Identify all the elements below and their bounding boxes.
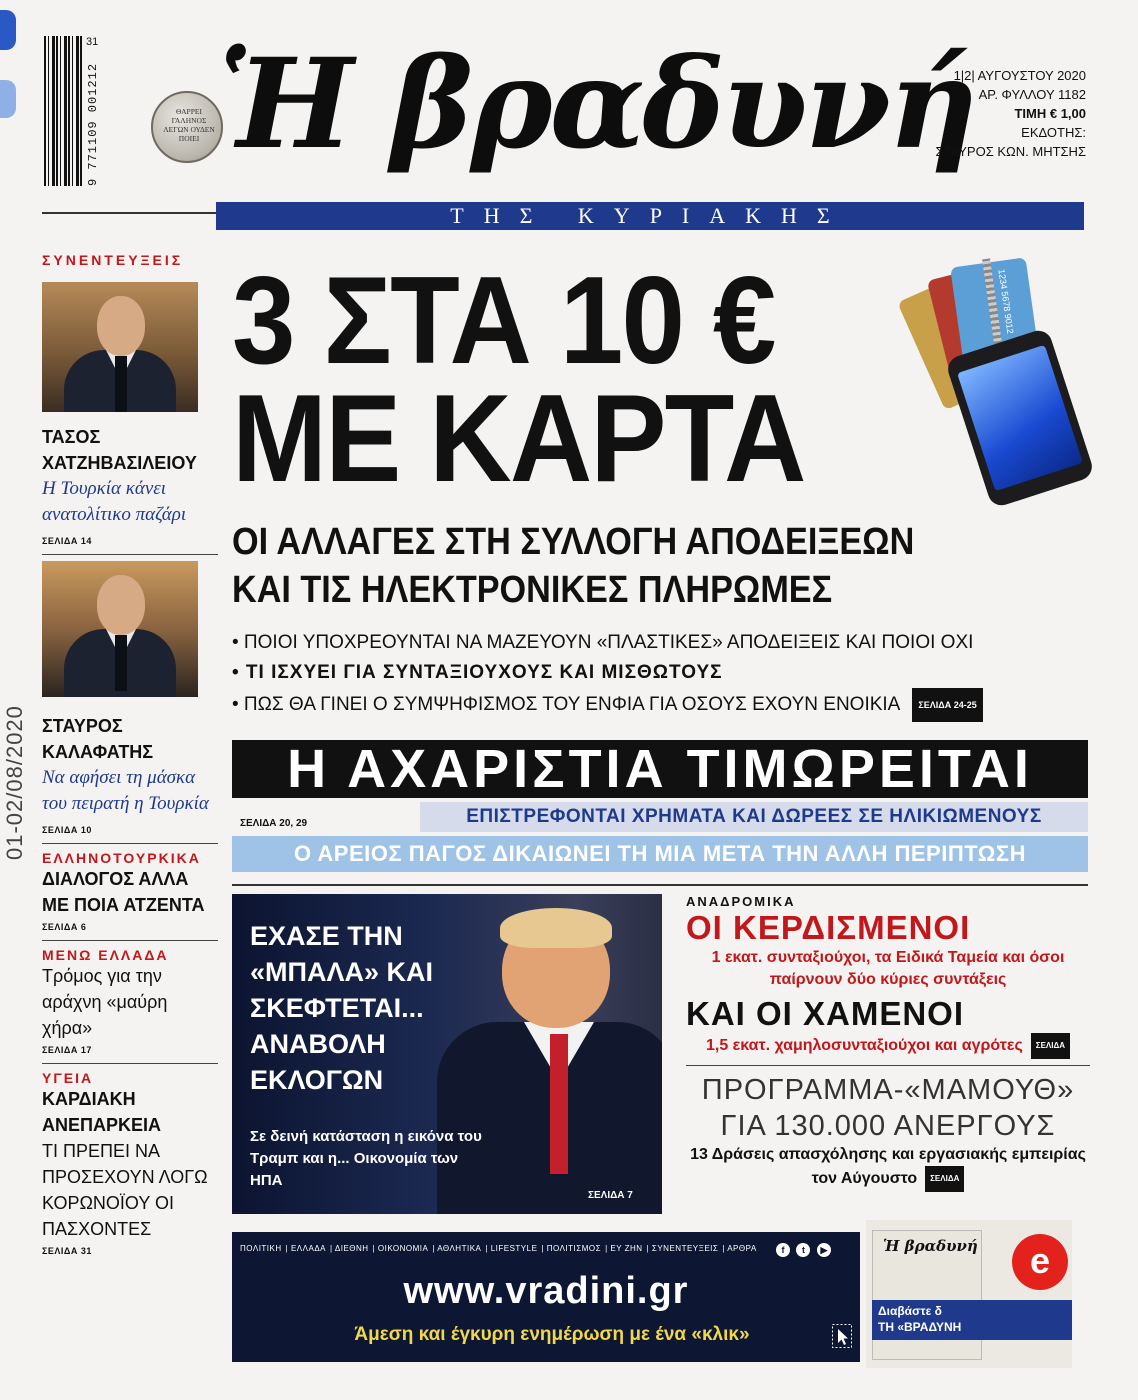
losers-title: ΚΑΙ ΟΙ ΧΑΜΕΝΟΙ [686, 995, 965, 1032]
winners-text: 1 εκατ. συνταξιούχοι, τα Ειδικά Ταμεία και όσοι παίρνουν δύο κύριες συντάξεις [711, 949, 1065, 988]
item3-page: ΣΕΛΙΔΑ 6 [42, 922, 87, 932]
masthead-rule [42, 212, 218, 214]
bullet-item: • ΠΟΙΟΙ ΥΠΟΧΡΕΟΥΝΤΑΙ ΝΑ ΜΑΖΕΥΟΥΝ «ΠΛΑΣΤΙΚΕΣ» ΑΠΟΔΕΙΞΕΙΣ ΚΑΙ ΠΟΙΟΙ ΟΧΙ [232, 632, 974, 653]
nav-item[interactable]: ΕΛΛΑΔΑ [290, 1244, 327, 1253]
right-column [686, 894, 1090, 1192]
nav-item[interactable]: LIFESTYLE [490, 1244, 538, 1253]
item5-text: ΤΙ ΠΡΕΠΕΙ ΝΑ ΠΡΟΣΕΧΟΥΝ ΛΟΓΩ ΚΟΡΩΝΟΪΟΥ ΟΙ ΠΑΣΧΟΝΤΕΣ [42, 1141, 208, 1239]
paper-thumbnail [872, 1230, 982, 1360]
item3-label: ΕΛΛΗΝΟΤΟΥΡΚΙΚΑ [42, 850, 201, 866]
trump-page: ΣΕΛΙΔΑ 7 [588, 1190, 633, 1201]
bullet-item: • ΤΙ ΙΣΧΥΕΙ ΓΙΑ ΣΥΝΤΑΞΙΟΥΧΟΥΣ ΚΑΙ ΜΙΣΘΩΤΟΥΣ [232, 662, 723, 683]
publisher-name: ΣΤΑΥΡΟΣ ΚΩΝ. ΜΗΤΣΗΣ [935, 144, 1086, 159]
program-page: ΣΕΛΙΔΑ [925, 1166, 964, 1192]
website-url[interactable]: www.vradini.gr [403, 1270, 689, 1312]
main-headline-line2: ΜΕ ΚΑΡΤΑ [232, 370, 805, 508]
nav-item[interactable]: ΣΥΝΕΝΤΕΥΞΕΙΣ [651, 1244, 719, 1253]
winners-title: ΟΙ ΚΕΡΔΙΣΜΕΝΟΙ [686, 909, 971, 946]
trump-story [232, 894, 662, 1214]
interview2-name: ΣΤΑΥΡΟΣ ΚΑΛΑΦΑΤΗΣ [42, 716, 154, 762]
story2-page: ΣΕΛΙΔΑ 20, 29 [240, 818, 308, 829]
barcode [44, 36, 84, 186]
losers-page: ΣΕΛΙΔΑ [1031, 1033, 1070, 1059]
program-line1: ΠΡΟΓΡΑΜΜΑ-«ΜΑΜΟΥΘ» [701, 1074, 1075, 1106]
item5-label: ΥΓΕΙΑ [42, 1070, 94, 1086]
nav-item[interactable]: ΔΙΕΘΝΗ [334, 1244, 369, 1253]
smartphone-icon [945, 327, 1096, 509]
card-number: 1234 5678 9012 [996, 268, 1016, 335]
interview1-page: ΣΕΛΙΔΑ 14 [42, 536, 92, 546]
bullet-item: • ΠΩΣ ΘΑ ΓΙΝΕΙ Ο ΣΥΜΨΗΦΙΣΜΟΣ ΤΟΥ ΕΝΦΙΑ ΓΙΑ ΟΣΟΥΣ ΕΧΟΥΝ ΕΝΟΙΚΙΑ ΣΕΛΙΔΑ 24-25 [232, 688, 1092, 722]
nav-item[interactable]: ΑΘΛΗΤΙΚΑ [437, 1244, 482, 1253]
website-tagline: Άμεση και έγκυρη ενημέρωση με ένα «κλικ» [354, 1324, 750, 1345]
trump-subtext: Σε δεινή κατάσταση η εικόνα του Τραμπ και η... Οικονομία των ΗΠΑ [250, 1128, 482, 1189]
facebook-icon[interactable]: f [776, 1243, 790, 1257]
issue-info [930, 66, 1086, 161]
interview1-name: ΤΑΣΟΣ ΧΑΤΖΗΒΑΣΙΛΕΙΟΥ [42, 427, 197, 473]
edge-tab-blue [0, 10, 16, 50]
website-banner[interactable] [232, 1232, 860, 1362]
issue-date: 1|2| ΑΥΓΟΥΣΤΟΥ 2020 [953, 68, 1086, 83]
coin-emblem [151, 91, 223, 163]
item4-title: Τρόμος για την αράχνη «μαύρη χήρα» [42, 966, 168, 1038]
epaper-promo[interactable] [866, 1220, 1072, 1368]
red-tie [550, 1034, 568, 1174]
sidebar [42, 252, 218, 1256]
social-icons [776, 1240, 833, 1258]
twitter-icon[interactable]: t [796, 1243, 810, 1257]
main-bullets [232, 628, 1092, 722]
nav-item[interactable]: ΠΟΛΙΤΙΣΜΟΣ [546, 1244, 602, 1253]
main-headline-line1: 3 ΣΤΑ 10 € [232, 252, 775, 390]
story2-line2: Ο ΑΡΕΙΟΣ ΠΑΓΟΣ ΔΙΚΑΙΩΝΕΙ ΤΗ ΜΙΑ ΜΕΤΑ ΤΗΝ ΑΛΛΗ ΠΕΡΙΠΤΩΣΗ [232, 836, 1088, 872]
nav-item[interactable]: ΠΟΛΙΤΙΚΗ [240, 1244, 282, 1253]
epaper-e-icon: e [1012, 1234, 1068, 1290]
interview1-photo [42, 282, 198, 412]
paper-thumbnail-logo: Ἡ βραδυνή [883, 1237, 978, 1255]
story2-title: Η ΑΧΑΡΙΣΤΙΑ ΤΙΜΩΡΕΙΤΑΙ [232, 740, 1088, 798]
youtube-icon[interactable]: ▶ [817, 1243, 831, 1257]
item3-title: ΔΙΑΛΟΓΟΣ ΑΛΛΑ ΜΕ ΠΟΙΑ ΑΤΖΕΝΤΑ [42, 869, 205, 915]
main-subhead [232, 518, 1006, 614]
publisher-label: ΕΚΔΟΤΗΣ: [1021, 125, 1086, 140]
coin-text: ΘΑΡΡΕΙ ΓΑΛΗΝΟΣ ΛΕΓΩΝ ΟΥΔΕΝ ΠΟΙΕΙ [163, 107, 215, 143]
story2-line1: ΕΠΙΣΤΡΕΦΟΝΤΑΙ ΧΡΗΜΑΤΑ ΚΑΙ ΔΩΡΕΕΣ ΣΕ ΗΛΙΚΙΩΜΕΝΟΥΣ [420, 802, 1088, 832]
issue-code: 31 [86, 36, 99, 48]
masthead-subtitle: ΤΗΣ ΚΥΡΙΑΚΗΣ [216, 202, 1084, 230]
issue-sheet: ΑΡ. ΦΥΛΛΟΥ 1182 [978, 87, 1086, 102]
main-headline [232, 252, 867, 508]
interview2-page: ΣΕΛΙΔΑ 10 [42, 825, 92, 835]
newspaper-logo: Ἡ βραδυνή [218, 32, 976, 177]
side-date: 01-02/08/2020 [2, 705, 27, 860]
interview1-quote: Η Τουρκία κάνει ανατολίτικο παζάρι [42, 478, 187, 525]
item5-title: ΚΑΡΔΙΑΚΗ ΑΝΕΠΑΡΚΕΙΑ [42, 1089, 162, 1135]
edge-tab-light [0, 80, 16, 118]
program-line2: ΓΙΑ 130.000 ΑΝΕΡΓΟΥΣ [720, 1110, 1056, 1142]
section-divider [232, 884, 1088, 886]
bullets-page: ΣΕΛΙΔΑ 24-25 [912, 688, 982, 722]
trump-headline: ΕΧΑΣΕ ΤΗΝ «ΜΠΑΛΑ» ΚΑΙ ΣΚΕΦΤΕΤΑΙ... ΑΝΑΒΟΛΗ ΕΚΛΟΓΩΝ [250, 921, 434, 1095]
sidebar-section-title: ΣΥΝΕΝΤΕΥΞΕΙΣ [42, 252, 184, 268]
losers-line: 1,5 εκατ. χαμηλοσυνταξιούχοι και αγρότες ΣΕΛΙΔΑ [686, 1033, 1090, 1059]
main-subhead-line2: ΚΑΙ ΤΙΣ ΗΛΕΚΤΡΟΝΙΚΕΣ ΠΛΗΡΩΜΕΣ [232, 569, 833, 611]
cursor-icon [832, 1324, 852, 1348]
interview2-quote: Να αφήσει τη μάσκα του πειρατή η Τουρκία [42, 767, 209, 814]
program-text: 13 Δράσεις απασχόλησης και εργασιακής εμπειρίας τον Αύγουστο ΣΕΛΙΔΑ [686, 1144, 1090, 1192]
item5-page: ΣΕΛΙΔΑ 31 [42, 1246, 92, 1256]
nav-item[interactable]: ΕΥ ΖΗΝ [610, 1244, 643, 1253]
nav-item[interactable]: ΑΡΘΡΑ [727, 1244, 757, 1253]
nav-item[interactable]: ΟΙΚΟΝΟΜΙΑ [377, 1244, 429, 1253]
promo-text: Διαβάστε δ ΤΗ «ΒΡΑΔΥΝΗ [872, 1300, 1072, 1340]
interview2-photo [42, 561, 198, 697]
site-nav: ΠΟΛΙΤΙΚΗ | ΕΛΛΑΔΑ | ΔΙΕΘΝΗ | ΟΙΚΟΝΟΜΙΑ | ΑΘΛΗΤΙΚΑ | LIFESTYLE | ΠΟΛΙΤΙΣΜΟΣ | ΕΥ ΖΗΝ | ΣΥΝΕΝΤΕΥΞΕΙΣ | ΑΡΘΡΑ [240, 1244, 757, 1253]
main-subhead-line1: ΟΙ ΑΛΛΑΓΕΣ ΣΤΗ ΣΥΛΛΟΓΗ ΑΠΟΔΕΙΞΕΩΝ [232, 521, 915, 563]
item4-label: ΜΕΝΩ ΕΛΛΑΔΑ [42, 947, 169, 963]
item4-page: ΣΕΛΙΔΑ 17 [42, 1045, 92, 1055]
issue-price: ΤΙΜΗ € 1,00 [1014, 106, 1086, 121]
barcode-number: 9 771109 001212 [86, 62, 100, 186]
right-label: ΑΝΑΔΡΟΜΙΚΑ [686, 894, 796, 909]
